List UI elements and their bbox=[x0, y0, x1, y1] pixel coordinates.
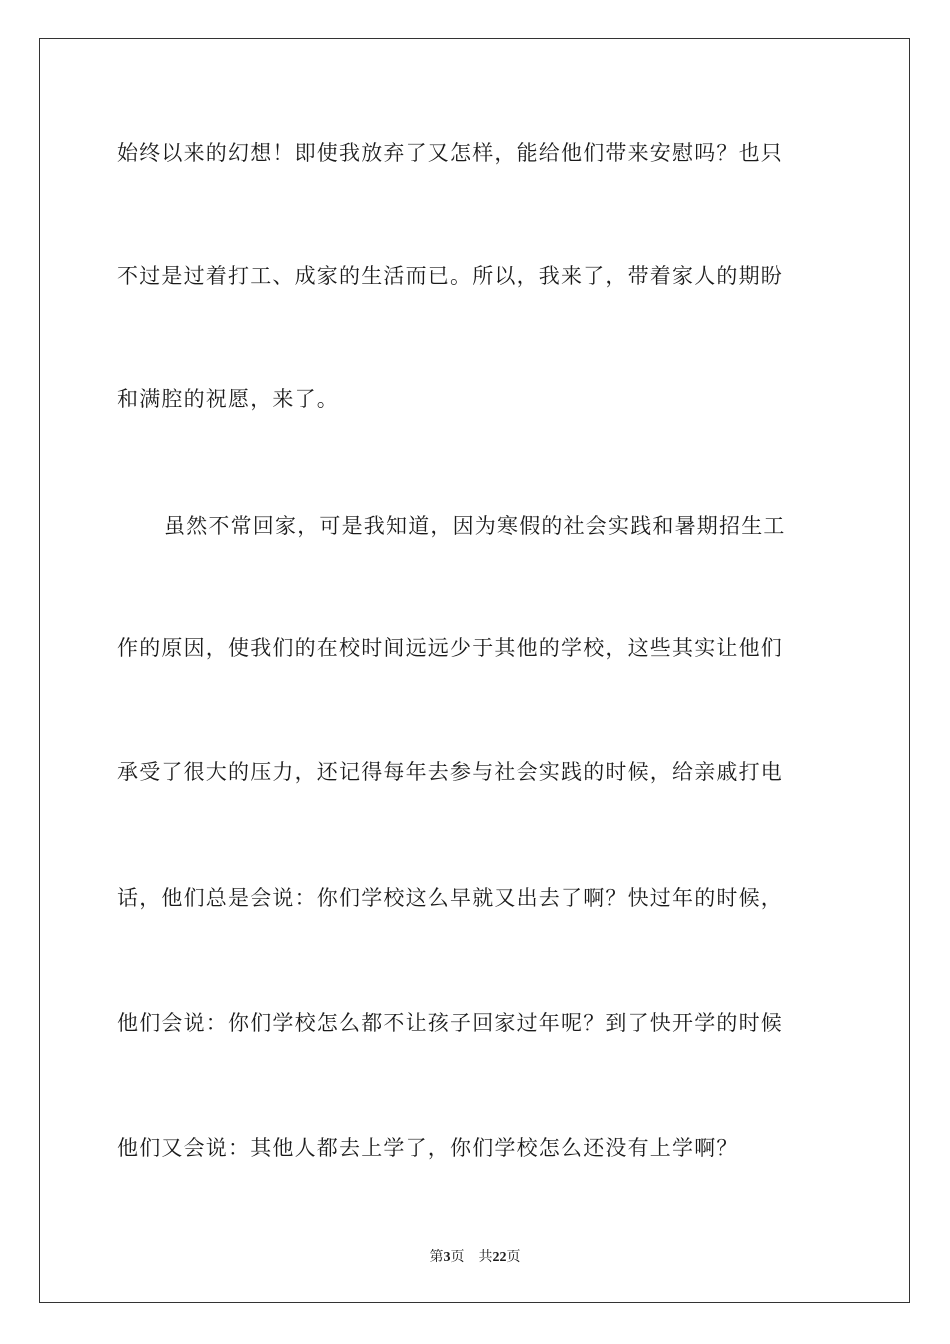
page-number-suffix: 页 bbox=[450, 1249, 465, 1265]
paragraph-line: 话，他们总是会说：你们学校这么早就又出去了啊？快过年的时候， bbox=[117, 886, 783, 910]
paragraph-line: 作的原因，使我们的在校时间远远少于其他的学校，这些其实让他们 bbox=[117, 636, 783, 660]
paragraph-line: 他们会说：你们学校怎么都不让孩子回家过年呢？到了快开学的时候 bbox=[117, 1011, 783, 1035]
paragraph-line: 始终以来的幻想！即使我放弃了又怎样，能给他们带来安慰吗？也只 bbox=[117, 141, 783, 165]
page-number-prefix: 第 bbox=[429, 1249, 444, 1265]
page-border bbox=[39, 38, 910, 1303]
paragraph-line: 承受了很大的压力，还记得每年去参与社会实践的时候，给亲戚打电 bbox=[117, 760, 783, 784]
paragraph-line: 不过是过着打工、成家的生活而已。所以，我来了，带着家人的期盼 bbox=[117, 264, 783, 288]
paragraph-first-line: 虽然不常回家，可是我知道，因为寒假的社会实践和暑期招生工 bbox=[164, 514, 786, 538]
current-page-number: 3 bbox=[443, 1250, 451, 1265]
total-pages-suffix: 页 bbox=[506, 1249, 521, 1265]
total-pages-prefix: 共 bbox=[478, 1249, 493, 1265]
total-pages-number: 22 bbox=[492, 1250, 507, 1265]
page-footer bbox=[0, 1247, 950, 1268]
paragraph-line: 他们又会说：其他人都去上学了，你们学校怎么还没有上学啊？ bbox=[117, 1136, 739, 1160]
paragraph-line: 和满腔的祝愿，来了。 bbox=[117, 387, 339, 411]
